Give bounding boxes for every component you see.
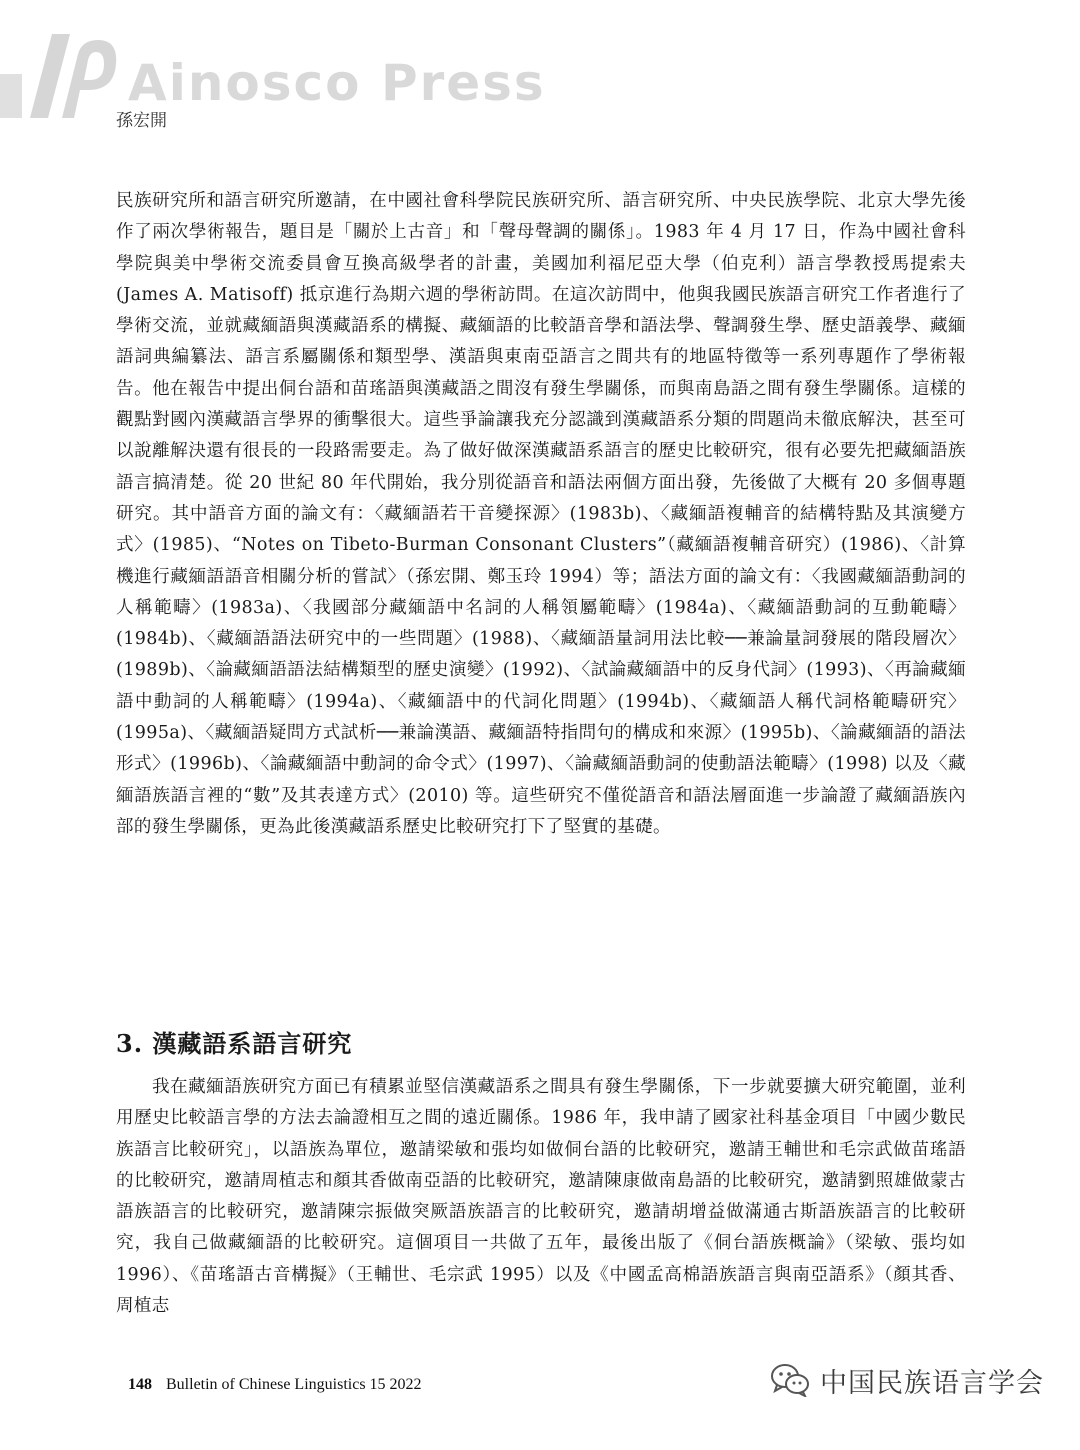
journal-title: Bulletin of Chinese Linguistics 15 2022	[166, 1376, 422, 1393]
page-footer	[128, 1376, 422, 1394]
watermark-text: 中国民族语言学会	[820, 1367, 1044, 1399]
publisher-name: Ainosco Press	[128, 54, 546, 112]
watermark	[770, 1360, 1044, 1400]
ainosco-logo-icon	[0, 34, 120, 118]
section-heading: 3. 漢藏語系語言研究	[116, 1029, 353, 1058]
body-paragraph: 我在藏緬語族研究方面已有積累並堅信漢藏語系之間具有發生學關係，下一步就要擴大研究範圍，並利用歷史比較語言學的方法去論證相互之間的遠近關係。1986 年，我申請了國家社科基金項目「中國少數民族語言比較研究」，以語族為單位，邀請梁敏和張均如做侗台語的比較研究，邀請王輔世和毛宗武做苗瑤語的比較研究，邀請周植志和顏其香做南亞語的比較研究，邀請陳康做南島語的比較研究，邀請劉照雄做蒙古語族語言的比較研究，邀請陳宗振做突厥語族語言的比較研究，邀請胡增益做滿通古斯語族語言的比較研究，我自己做藏緬語的比較研究。這個項目一共做了五年，最後出版了《侗台語族概論》（梁敏、張均如 1996）、《苗瑤語古音構擬》（王輔世、毛宗武 1995）以及《中國孟高棉語族語言與南亞語系》（顏其香、周植志	[116, 1077, 966, 1317]
page-number: 148	[128, 1376, 152, 1393]
body-paragraph: 民族研究所和語言研究所邀請，在中國社會科學院民族研究所、語言研究所、中央民族學院、北京大學先後作了兩次學術報告，題目是「關於上古音」和「聲母聲調的關係」。1983 年 4 月 17 日，作為中國社會科學院與美中學術交流委員會互換高級學者的計畫，美國加利福尼亞大學（伯克利）語言學教授馬提索夫 (James A. Matisoff) 抵京進行為期六週的學術訪問。在這次訪問中，他與我國民族語言研究工作者進行了學術交流，並就藏緬語與漢藏語系的構擬、藏緬語的比較語音學和語法學、聲調發生學、歷史語義學、藏緬語詞典編纂法、語言系屬關係和類型學、漢語與東南亞語言之間共有的地區特徵等一系列專題作了學術報告。他在報告中提出侗台語和苗瑤語與漢藏語之間沒有發生學關係，而與南島語之間有發生學關係。這樣的觀點對國內漢藏語言學界的衝擊很大。這些爭論讓我充分認識到漢藏語系分類的問題尚未徹底解決，甚至可以說離解決還有很長的一段路需要走。為了做好做深漢藏語系語言的歷史比較研究，很有必要先把藏緬語族語言搞清楚。從 20 世紀 80 年代開始，我分別從語音和語法兩個方面出發，先後做了大概有 20 多個專題研究。其中語音方面的論文有：〈藏緬語若干音變探源〉(1983b)、〈藏緬語複輔音的結構特點及其演變方式〉(1985)、“Notes on Tibeto-Burman Consonant Clusters”（藏緬語複輔音研究）(1986)、〈計算機進行藏緬語語音相關分析的嘗試〉（孫宏開、鄭玉玲 1994）等；語法方面的論文有：〈我國藏緬語動詞的人稱範疇〉(1983a)、〈我國部分藏緬語中名詞的人稱領屬範疇〉(1984a)、〈藏緬語動詞的互動範疇〉(1984b)、〈藏緬語語法研究中的一些問題〉(1988)、〈藏緬語量詞用法比較──兼論量詞發展的階段層次〉(1989b)、〈論藏緬語語法結構類型的歷史演變〉(1992)、〈試論藏緬語中的反身代詞〉(1993)、〈再論藏緬語中動詞的人稱範疇〉(1994a)、〈藏緬語中的代詞化問題〉(1994b)、〈藏緬語人稱代詞格範疇研究〉(1995a)、〈藏緬語疑問方式試析──兼論漢語、藏緬語特指問句的構成和來源〉(1995b)、〈論藏緬語的語法形式〉(1996b)、〈論藏緬語中動詞的命令式〉(1997)、〈論藏緬語動詞的使動語法範疇〉(1998) 以及〈藏緬語族語言裡的“數”及其表達方式〉(2010) 等。這些研究不僅從語音和語法層面進一步論證了藏緬語族內部的發生學關係，更為此後漢藏語系歷史比較研究打下了堅實的基礎。	[116, 191, 966, 837]
running-header-author: 孫宏開	[116, 111, 167, 131]
publisher-logo	[0, 28, 560, 118]
wechat-icon	[770, 1363, 810, 1397]
